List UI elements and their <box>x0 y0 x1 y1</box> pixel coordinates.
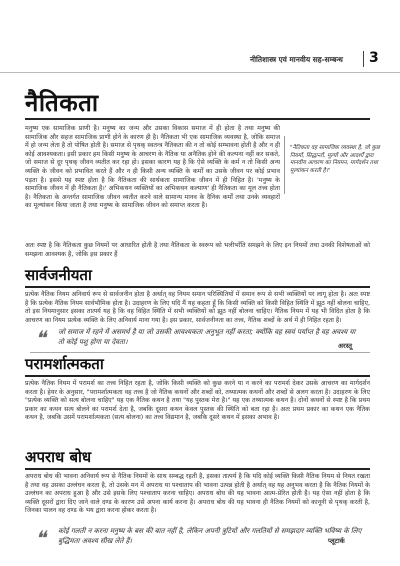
quote-mark-icon: ❝ <box>35 526 46 550</box>
guilt-paragraph: अपराध बोध की भावना अनिवार्य रूप से नैतिक नियमों के साथ सम्बद्ध रहती है, इसका तात्पर्य है कि यदि कोई व्यक्ति किसी नैतिक नियम से नियत रखता है तथा वह उसका उल्लंघन करता है, तो उसके मन में अपराध या पश्चाताप की भावना उत्पन्न होती है अर्थात् वह यह अनुभव करता है कि नैतिक नियमों के उल्लंघन का अपराध हुआ है और उसे इसके लिए पश्चाताप करना चाहिए। अपराध बोध की यह भावना आत्म-प्रेरित होती है। यह ऐसा नहीं होता है कि व्यक्ति दूसरों द्वारा दिए जाने वाले दण्ड के कारण उसे अपना कार्य करना है। अपराध बोध की यह भावना ही नैतिक नियमों को कानूनी से पृथक् करती है, जिनका पालन वह दण्ड के भय द्वारा करना होकर करता है। <box>25 473 370 515</box>
prescriptivity-paragraph: प्रत्येक नैतिक नियम में परामर्श का तत्त्व निहित रहता है, जोकि किसी व्यक्ति को कुछ करने या न करने का परामर्श देकर उसके आचरण का मार्गदर्शन करता है। हेयर के अनुसार, "परामर्शात्मकता वह तत्त्व है जो नैतिक कथनों और शब्दों को, तथ्यात्मक कथनों और शब्दों से अलग करता है। उदाहरण के लिए "प्रत्येक व्यक्ति को सत्य बोलना चाहिए" यह एक नैतिक कथन है तथा "यह पुस्तक मेरा है।" यह एक तथ्यात्मक कथन है। दोनों कथनों से स्पष्ट है कि प्रथम प्रकार का कथन सत्य बोलने का परामर्श देता है, जबकि दूसरा कथन केवल पुस्तक की स्थिति को बता रहा है। अतः प्रथम प्रकार का कथन एक नैतिक कथन है, जबकि उसमें परामर्शात्मकता (सत्य बोलना) का तत्त्व विद्यमान है, जबकि दूसरे कथन में इसका अभाव है। <box>25 380 370 422</box>
nature-paragraph: अतः स्पष्ट है कि नैतिकता कुछ नियमों पर आधारित होती है तथा नैतिकता के स्वरूप को भलीभाँति समझने के लिए इन नियमों तथा उनकी विशेषताओं को समझना आवश्यक है, जोकि इस प्रकार हैं <box>25 242 370 258</box>
side-quote: "नैतिकता वह सामाजिक व्यवस्था है, जो कुछ नियमों, सिद्धान्तों, मूल्यों और आदर्शों द्वारा मानवीय आचरण का नियमन, मार्गदर्शन तथा मूल्यांकन करती है।" <box>290 145 380 174</box>
section-title-prescriptivity: परामर्शात्मकता <box>25 355 104 373</box>
quote-author: प्लूटार्क <box>328 537 345 545</box>
page-number: 3 <box>369 50 379 66</box>
section-title-guilt: अपराध बोध <box>25 448 92 466</box>
chapter-title: नैतिकता <box>25 89 99 117</box>
title-underline <box>25 118 370 120</box>
section-underline <box>25 286 370 288</box>
running-title: नीतिशास्त्र एवं मानवीय सह-सम्बन्ध <box>250 55 343 64</box>
aristotle-quote: जो समाज में रहने में असमर्थ है या जो उसकी आवश्यकता अनुभूत नहीं करता; क्योंकि वह स्वयं पर्याप्त है वह अवश्य या तो कोई पशु होगा या देवता। <box>58 328 356 346</box>
plutarch-quote: कोई गलती न करना मनुष्य के बस की बात नहीं है, लेकिन अपनी त्रुटियों और गलतियों से समझदार व्यक्ति भविष्य के लिए बुद्धिमता अवश्य सीख लेते हैं। <box>58 527 362 545</box>
side-quote-divider <box>284 136 285 194</box>
intro-paragraph: मनुष्य एक सामाजिक प्राणी है। मनुष्य का जन्म और उसका विकास समाज में ही होता है तथा मनुष्य की सामाजिक और सहज सामाजिक प्राणी होने के कारण ही है। नैतिकता भी एक सामाजिक व्यवस्था है, जोकि समाज में हो जन्म लेता है तो पोषित होती है। समाज से पृथक् स्वतन्त्र नैतिकता की न तो कोई सम्भावना होती है और न ही कोई आवश्यकता। इसी प्रकार हम किसी मनुष्य के आचरण के नैतिक या अनैतिक होने की कल्पना नहीं कर सकते, जो समाज से दूर पृथक् जीवन व्यतीत कर रहा हो। इसका कारण यह है कि ऐसे व्यक्ति के कर्म न तो किसी अन्य व्यक्ति के जीवन को प्रभावित करते हैं और न ही किसी अन्य व्यक्ति के कर्मों का उसके जीवन पर कोई प्रभाव पड़ता है। इससे यह स्पष्ट होता है कि नैतिकता की सार्थकता सामाजिक जीवन में ही निहित है। 'मनुष्य के सामाजिक जीवन में ही नैतिकता है।' अभिकथन व्यक्तियों का अभिकथन कल्याण' ही नैतिकता का मूल तत्त्व होता है। नैतिकता के अन्तर्गत सामाजिक जीवन व्यतीत करने वाले सामान्य मानव के दैनिक कर्मों तथा उनके व्यवहारों का मूल्यांकन किया जाता है तथा मनुष्य के सामाजिक जीवन को समाप्त करता है। <box>25 125 280 210</box>
section-underline <box>25 375 370 377</box>
universality-paragraph: प्रत्येक नैतिक नियम अनिवार्य रूप से सार्वजनीन होता है अर्थात् वह नियम समान परिस्थितियों में समान रूप से सभी व्यक्तियों पर लागू होता है। अतः स्पष्ट है कि प्रत्येक नैतिक नियम सार्वभौमिक होता है। उदाहरण के लिए यदि मैं यह कहता हूँ कि किसी व्यक्ति को किसी विहित स्थिति में झूठ नहीं बोलना चाहिए, तो इस नियमानुसार इसका तात्पर्य यह है कि वह विहित स्थिति में सभी व्यक्तियों को झूठ नहीं बोलना चाहिए। नैतिक नियम में यह भी विदित होता है कि आचरण का नियम प्रत्येक व्यक्ति के लिए अनिवार्य माना गया है। इस प्रकार, सार्वजनीनता का तत्त्व, नैतिक शब्दों के अर्थ में ही निहित रहता है। <box>25 291 370 324</box>
quote-mark-icon: ❝ <box>35 326 46 350</box>
quote-divider <box>30 352 370 353</box>
page-header <box>0 0 400 78</box>
section-title-universality: सार्वजनीयता <box>25 266 92 284</box>
section-underline <box>25 468 370 470</box>
header-divider <box>0 72 400 73</box>
quote-author: अरस्तू <box>338 342 353 350</box>
